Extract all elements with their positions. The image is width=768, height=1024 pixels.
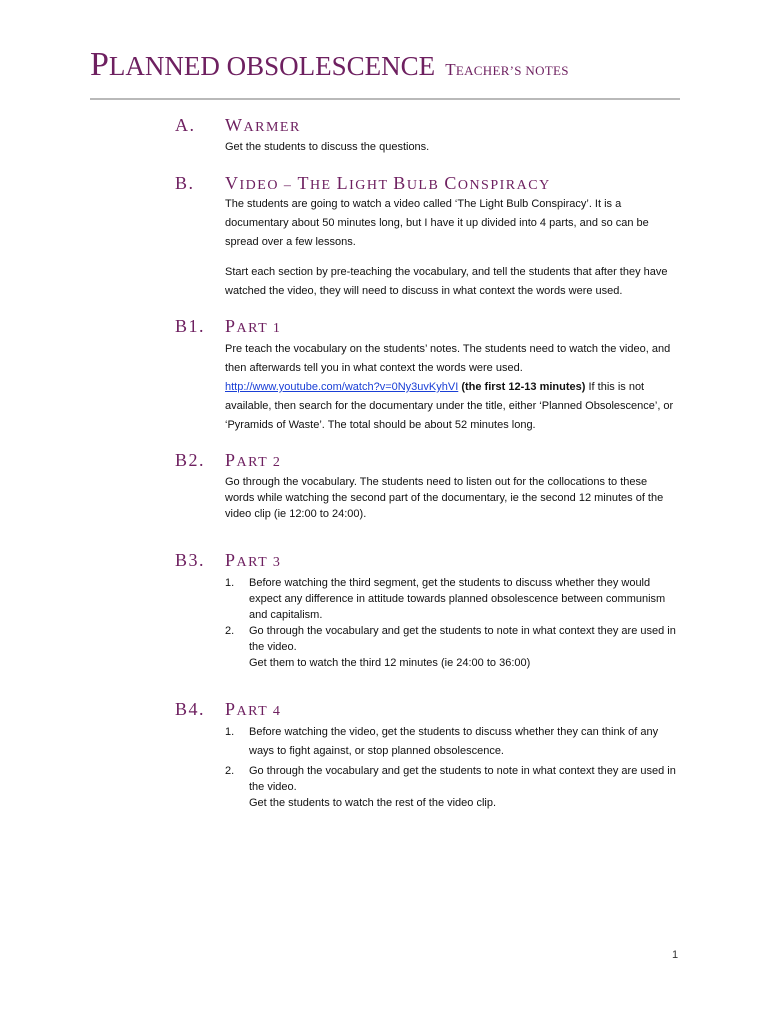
list-item: 1. Before watching the video, get the students to discuss whether they can think of any ways to fight against, or stop planned obsolescence. [225, 726, 659, 757]
youtube-link[interactable]: http://www.youtube.com/watch?v=0Ny3uvKyhVI [225, 381, 459, 393]
part-4-steps [225, 723, 680, 811]
list-item: 2. Go through the vocabulary and get the students to note in what context they are used in the video. Get the students to watch the rest of the video clip. [225, 765, 676, 809]
section-number: B. [175, 173, 195, 193]
section-heading-part-1: B1. PART 1 [175, 316, 282, 336]
section-heading-part-2: B2. PART 2 [175, 450, 282, 470]
part-1-duration: (the first 12-13 minutes) [461, 381, 586, 393]
section-heading-part-3: B3. PART 3 [175, 550, 282, 570]
section-heading-part-4: B4. PART 4 [175, 699, 282, 719]
part-3-steps [225, 575, 680, 671]
section-number: B3. [175, 550, 206, 570]
video-instructions-paragraph: Start each section by pre-teaching the vocabulary, and tell the students that after they have watched the video, they will need to discuss in what context the words were used. [225, 266, 668, 297]
warmer-text: Get the students to discuss the questions. [225, 141, 430, 153]
section-heading-warmer: A. WARMER [175, 115, 301, 135]
list-item: 2. Go through the vocabulary and get the students to note in what context they are used in the video. Get them to watch the third 12 minutes (ie 24:00 to 36:00) [225, 625, 676, 669]
list-item: 1. Before watching the third segment, get the students to discuss whether they would expect any difference in attitude towards planned obsolescence between communism and capitalism. [225, 577, 666, 621]
document-title [90, 48, 569, 82]
title-rest: LANNED OBSOLESCENCE [108, 51, 436, 81]
part-1-text: Pre teach the vocabulary on the students’ notes. The students need to watch the video, and then afterwards tell you in what context the words were used. http://www.youtube.com/watch?v=0Ny3uvKyhVI (the first 12-13 minutes) If this is not available, then search for the documentary under the title, either ‘Planned Obsolescence’, or ‘Pyramids of Waste’. The total should be about 52 minutes long. [225, 343, 674, 431]
title-subtitle: TEACHER’S NOTES [445, 60, 569, 79]
title-divider [90, 98, 680, 100]
page-number: 1 [672, 949, 679, 961]
section-number: B2. [175, 450, 206, 470]
title-initial: P [90, 46, 109, 83]
section-number: B1. [175, 316, 206, 336]
section-number: A. [175, 115, 196, 135]
part-2-text: Go through the vocabulary. The students need to listen out for the collocations to these words while watching the second part of the documentary, ie the second 12 minutes of the video clip (ie 12:00 to 24:00). [225, 476, 664, 520]
video-intro-paragraph: The students are going to watch a video called ‘The Light Bulb Conspiracy’. It is a documentary about 50 minutes long, but I have it up divided into 4 parts, and so can be spread over a few lessons. [225, 198, 649, 248]
section-heading-video: B. VIDEO – THE LIGHT BULB CONSPIRACY [175, 173, 551, 193]
section-number: B4. [175, 699, 206, 719]
